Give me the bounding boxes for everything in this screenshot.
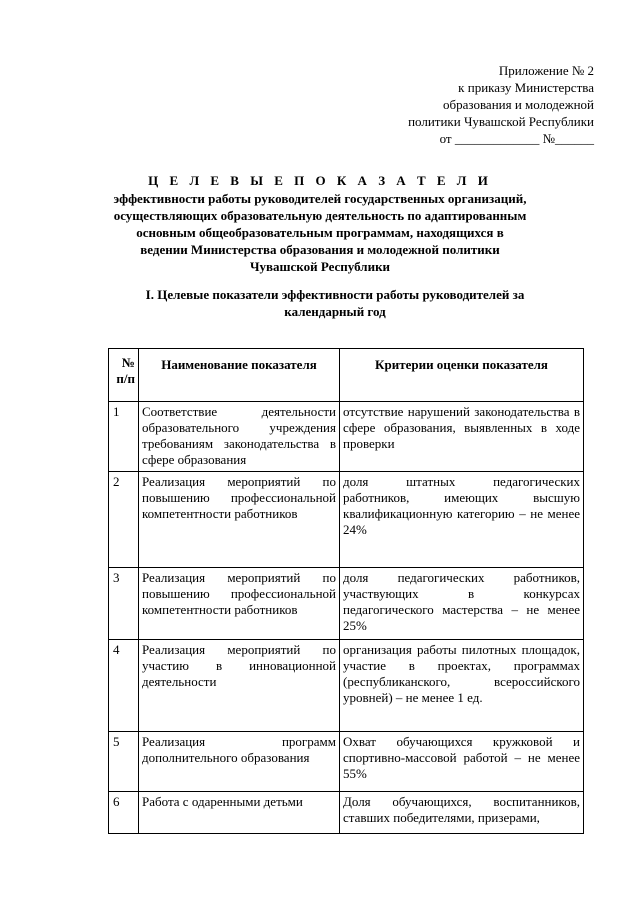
header-number-line1: № <box>121 355 135 370</box>
heading-line: Чувашской Республики <box>249 259 391 274</box>
section-title <box>100 286 570 320</box>
header-number-line2: п/п <box>116 371 135 386</box>
row-number: 6 <box>109 792 139 834</box>
table-row <box>109 640 584 732</box>
row-criteria: доля штатных педагогических работников, имеющих высшую квалификационную категорию – не менее 24% <box>340 472 584 568</box>
table-row <box>109 472 584 568</box>
heading-line: эффективности работы руководителей государственных организаций, <box>113 191 527 206</box>
document-title: Ц Е Л Е В Ы Е П О К А З А Т Е Л И <box>148 173 492 188</box>
row-criteria: организация работы пилотных площадок, участие в проектах, программах (республиканского, всероссийского уровней) – не менее 1 ед. <box>340 640 584 732</box>
appendix-line: образования и молодежной <box>443 97 594 112</box>
row-name: Реализация мероприятий по повышению профессиональной компетентности работников <box>139 568 340 640</box>
row-name: Работа с одаренными детьми <box>139 792 340 834</box>
heading-line: основным общеобразовательным программам, находящихся в <box>136 225 504 240</box>
row-name: Реализация мероприятий по участию в инновационной деятельности <box>139 640 340 732</box>
row-number: 4 <box>109 640 139 732</box>
row-number: 3 <box>109 568 139 640</box>
header-name: Наименование показателя <box>139 349 340 402</box>
header-criteria: Критерии оценки показателя <box>340 349 584 402</box>
document-heading <box>0 172 640 275</box>
table-row <box>109 732 584 792</box>
row-criteria: Доля обучающихся, воспитанников, ставших победителями, призерами, <box>340 792 584 834</box>
appendix-line: Приложение № 2 <box>498 63 594 78</box>
row-name: Реализация программ дополнительного образования <box>139 732 340 792</box>
row-number: 1 <box>109 402 139 472</box>
appendix-line: политики Чувашской Республики <box>408 114 594 129</box>
heading-line: ведении Министерства образования и молодежной политики <box>140 242 500 257</box>
row-criteria: отсутствие нарушений законодательства в сфере образования, выявленных в ходе проверки <box>340 402 584 472</box>
row-name: Соответствие деятельности образовательного учреждения требованиям законодательства в сфере образования <box>139 402 340 472</box>
header-number <box>109 349 139 402</box>
section-line: календарный год <box>284 304 386 319</box>
row-name: Реализация мероприятий по повышению профессиональной компетентности работников <box>139 472 340 568</box>
row-criteria: Охват обучающихся кружковой и спортивно-массовой работой – не менее 55% <box>340 732 584 792</box>
heading-line: осуществляющих образовательную деятельность по адаптированным <box>113 208 527 223</box>
table-row <box>109 402 584 472</box>
appendix-line: к приказу Министерства <box>458 80 594 95</box>
table-header-row <box>109 349 584 402</box>
row-number: 2 <box>109 472 139 568</box>
appendix-block <box>408 62 594 147</box>
appendix-line: от _____________ №______ <box>439 131 594 146</box>
row-number: 5 <box>109 732 139 792</box>
table-row <box>109 792 584 834</box>
section-line: I. Целевые показатели эффективности работы руководителей за <box>145 287 525 302</box>
indicators-table <box>108 348 584 834</box>
table-row <box>109 568 584 640</box>
row-criteria: доля педагогических работников, участвующих в конкурсах педагогического мастерства – не менее 25% <box>340 568 584 640</box>
